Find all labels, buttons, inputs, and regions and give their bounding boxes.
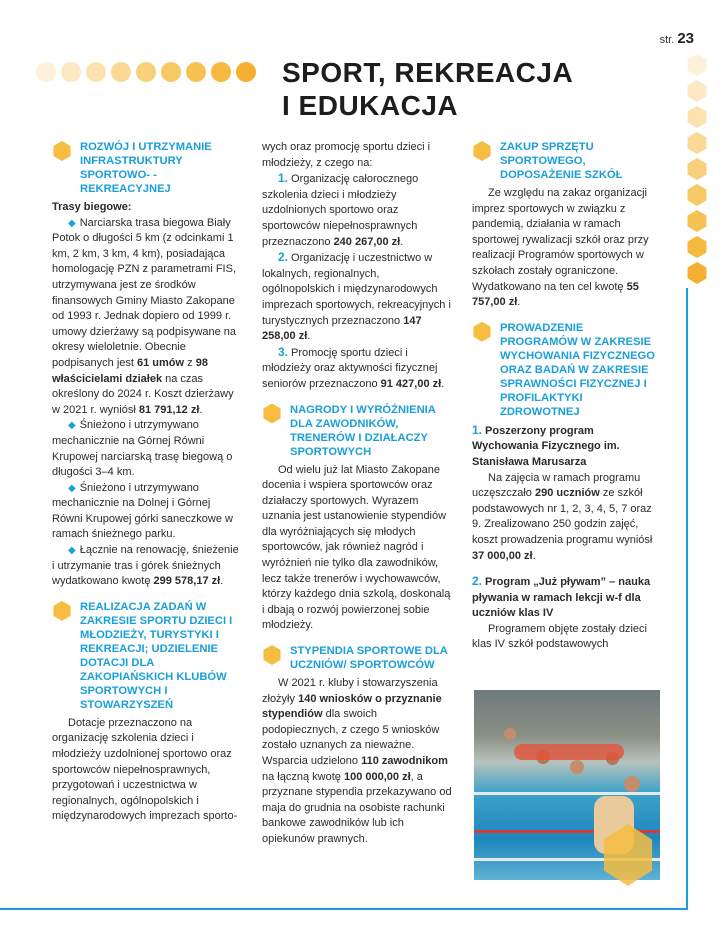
program-1-text: Na zajęcia w ramach programu uczęszczało 290 uczniów ze szkół podstawowych nr 1, 2, 3, 4, 5, 7 oraz 9. Zrealizowano 250 godzin zajęć, koszt prowadzenia programu wyniósł 37 000,00 zł. (472, 471, 653, 562)
hexagon-icon (262, 404, 282, 424)
bullet-text: Narciarska trasa biegowa Biały Potok o długości 5 km (z odcinkami 1 km, 2 km, 3 km, 4 km), posiadająca homologację PZN z parametrami FIS, utrzymywana jest ze środków finansowych Gminy Miasto Zakopane od 1993 r. Jednak dopiero od 1999 r. umowy dzierżawy są podpisywane na okresy wieloletnie. Obecnie podpisanych jest (52, 216, 237, 369)
item-number: 1. (278, 171, 289, 186)
dot-4 (111, 62, 131, 82)
dzialki-count: 98 właścicielami działek (52, 356, 208, 385)
bullet-text-end: na czas określony do 2024 r. Koszt dzierżawy w 2021 r. wyniósł (52, 372, 234, 416)
continued-text: wych oraz promocję sportu dzieci i młodzieży, z czego na: (262, 141, 431, 169)
program-amount: 37 000,00 zł (472, 549, 533, 562)
item-1: 1. Organizację całorocznego szkolenia dzieci i młodzieży uzdolnionych sportowo oraz sportowców niepełnosprawnych przeznaczono 240 267,00 zł. (262, 171, 419, 248)
page-title (282, 56, 573, 122)
wnioski-count: 140 wniosków o przyznanie stypendiów (262, 692, 442, 721)
side-hex-7 (686, 210, 708, 232)
section-heading-zakup-sprzetu (472, 140, 660, 182)
stypendia-amount: 100 000,00 zł (343, 770, 411, 783)
dot-8 (211, 62, 231, 82)
section-heading-programy (472, 321, 660, 419)
heading-text: ZAKUP SPRZĘTU SPORTOWEGO, DOPOSAŻENIE SZKÓŁ (500, 141, 623, 181)
dot-5 (136, 62, 156, 82)
item-number: 3. (278, 344, 289, 359)
dot-6 (161, 62, 181, 82)
item-number: 2. (278, 250, 289, 265)
zakup-amount: 55 757,00 zł (472, 280, 639, 309)
bullet-renowacja: ◆ Łącznie na renowację, śnieżenie i utrzymanie tras i górek śnieżnych wydatkowano kwotę 299 578,17 zł. (52, 543, 242, 590)
renowacja-amount: 299 578,17 zł (153, 575, 221, 588)
hexagon-icon (472, 141, 492, 161)
dot-2 (61, 62, 81, 82)
side-hex-5 (686, 158, 708, 180)
uczniowie-count: 290 uczniów (534, 487, 600, 500)
side-hex-8 (686, 236, 708, 258)
dzierzawa-amount: 81 791,12 zł (138, 403, 200, 416)
side-hex-3 (686, 106, 708, 128)
item-amount: 147 258,00 zł (262, 314, 422, 343)
item-3: 3. Promocję sportu dzieci i młodzieży oraz aktywności fizycznej seniorów przeznaczono 91 427,00 zł. (262, 344, 445, 390)
heading-text: NAGRODY I WYRÓŻNIENIA DLA ZAWODNIKÓW, TRENERÓW I DZIAŁACZY SPORTOWYCH (290, 403, 436, 458)
side-hex-1 (686, 54, 708, 76)
page-number-value: 23 (677, 30, 694, 47)
bullet-dolna-rownia: ◆ Śnieżono i utrzymywano mechanicznie na Dolnej i Górnej Równi Krupowej górki saneczkowe w ramach śnieżnego parku. (52, 481, 242, 543)
nagrody-text: Od wielu już lat Miasto Zakopane docenia i wspiera sportowców oraz działaczy sportowych. Wyrazem uznania jest ustanowienie stypendiów dla wyróżniających się młodych sportowców, jak również nagród i wyróżnień nie tylko dla zawodników, lecz także trenerów i wychowawców, którzy każdego dnia szkolą, doskonalą i dbają o rozwój powierzonej sobie młodzieży. (262, 463, 451, 632)
trasy-label: Trasy biegowe: (52, 201, 132, 213)
column-1 (52, 140, 242, 825)
heading-text: ROZWÓJ I UTRZYMANIE INFRASTRUKTURY SPORTOWO- -REKREACYJNEJ (80, 141, 212, 195)
program-2-title: 2. Program „Już pływam” – nauka pływania w ramach lekcji w-f dla uczniów klas IV (472, 574, 651, 620)
program-2-text: Programem objęte zostały dzieci klas IV szkół podstawowych (472, 622, 647, 651)
page-number (660, 30, 694, 47)
hexagon-icon (472, 322, 492, 342)
hexagon-icon (262, 645, 282, 665)
dot-1 (36, 62, 56, 82)
zawodnicy-count: 110 zawodnikom (361, 755, 448, 767)
section-heading-realizacja-zadan (52, 600, 242, 712)
item-text: Organizację całorocznego szkolenia dzieci i młodzieży uzdolnionych sportowo oraz sportowców niepełnosprawnych przeznaczono (262, 173, 419, 248)
bullet-text: Łącznie na renowację, śnieżenie i utrzymanie tras i górek śnieżnych wydatkowano kwotę (52, 544, 239, 588)
stypendia-text: W 2021 r. kluby i stowarzyszenia złożyły 140 wniosków o przyznanie stypendiów dla swoich podopiecznych, z czego 5 wniosków zostało uznanych za nieważne. Wsparcia udzielono 110 zawodnikom na łączną kwotę 100 000,00 zł, a przyznane stypendia przekazywano od maja do grudnia na osobiste rachunki bankowe zawodników lub ich opiekunów prawnych. (262, 677, 452, 845)
heading-text: REALIZACJA ZADAŃ W ZAKRESIE SPORTU DZIECI I MŁODZIEŻY, TURYSTYKI I REKREACJI; UDZIELENIE DOTACJI DLA ZAKOPIAŃSKICH KLUBÓW SPORTOWYCH I STOWARZYSZEŃ (80, 600, 233, 711)
side-hex-6 (686, 184, 708, 206)
column-3 (472, 140, 660, 653)
item-2: 2. Organizację i uczestnictwo w lokalnych, regionalnych, ogólnopolskich i międzynarodowych imprezach sportowych, rekreacyjnych i turystycznych przeznaczono 147 258,00 zł. (262, 250, 451, 343)
item-amount: 91 427,00 zł (380, 377, 442, 390)
bullet-text-mid: z (187, 356, 193, 369)
title-line-1: SPORT, REKREACJA (282, 57, 574, 88)
dot-9 (236, 62, 256, 82)
title-line-2: I EDUKACJA (282, 90, 459, 121)
bullet-gorna-rownia: ◆ Śnieżono i utrzymywano mechanicznie na Górnej Równi Krupowej narciarską trasę biegową o długości 3–4 km. (52, 418, 242, 480)
item-amount: 240 267,00 zł (333, 235, 401, 248)
dotacje-text: Dotacje przeznaczono na organizację szkolenia dzieci i młodzieży uzdolnionej sportowo oraz sportowców niepełnosprawnych, przygotowań i uczestnictwa w regionalnych, ogólnopolskich i międzynarodowych imprezach sporto- (52, 716, 238, 823)
title-dots (36, 62, 256, 82)
column-2 (262, 140, 454, 848)
side-hex-9 (686, 262, 708, 284)
program-1-title: 1. Poszerzony program Wychowania Fizycznego im. Stanisława Marusarza (472, 422, 620, 468)
side-hex-4 (686, 132, 708, 154)
dot-7 (186, 62, 206, 82)
hexagon-icon (52, 601, 72, 621)
zakup-text: Ze względu na zakaz organizacji imprez sportowych w związku z pandemią, działania w ramach sportowej rywalizacji szkół oraz przy realizacji Programów sportowych w szkołach zostały ograniczone. Wydatkowano na ten cel kwotę 55 757,00 zł. (472, 187, 649, 309)
page-label: str. (659, 34, 675, 46)
blue-rail-horizontal (0, 908, 688, 910)
item-text: Organizację i uczestnictwo w lokalnych, regionalnych, ogólnopolskich i międzynarodowych imprezach sportowych, rekreacyjnych i turystycznych przeznaczono (262, 252, 451, 327)
heading-text: STYPENDIA SPORTOWE DLA UCZNIÓW/ SPORTOWCÓW (290, 645, 448, 672)
section-heading-stypendia (262, 644, 454, 672)
section-heading-infrastruktura (52, 140, 242, 196)
dot-3 (86, 62, 106, 82)
bullet-biały-potok: ◆ Narciarska trasa biegowa Biały Potok o długości 5 km (z odcinkami 1 km, 2 km, 3 km, 4 km), posiadająca homologację PZN z parametrami FIS, utrzymywana jest ze środków finansowych Gminy Miasto Zakopane od 1993 r. Jednak dopiero od 1999 r. umowy dzierżawy są podpisywane na okresy wieloletnie. Obecnie podpisanych jest 61 umów z 98 właścicielami działek na czas określony do 2024 r. Koszt dzierżawy w 2021 r. wyniósł 81 791,12 zł. (52, 216, 242, 419)
side-hex-2 (686, 80, 708, 102)
blue-rail-vertical (686, 288, 688, 910)
section-heading-nagrody (262, 403, 454, 459)
hexagon-icon (52, 141, 72, 161)
umowy-count: 61 umów (137, 356, 185, 369)
heading-text: PROWADZENIE PROGRAMÓW W ZAKRESIE WYCHOWANIA FIZYCZNEGO ORAZ BADAŃ W ZAKRESIE SPRAWNOŚCI FIZYCZNEJ I PROFILAKTYKI ZDROWOTNEJ (500, 321, 655, 418)
item-text: Promocję sportu dzieci i młodzieży oraz aktywności fizycznej seniorów przeznaczono (262, 346, 438, 390)
